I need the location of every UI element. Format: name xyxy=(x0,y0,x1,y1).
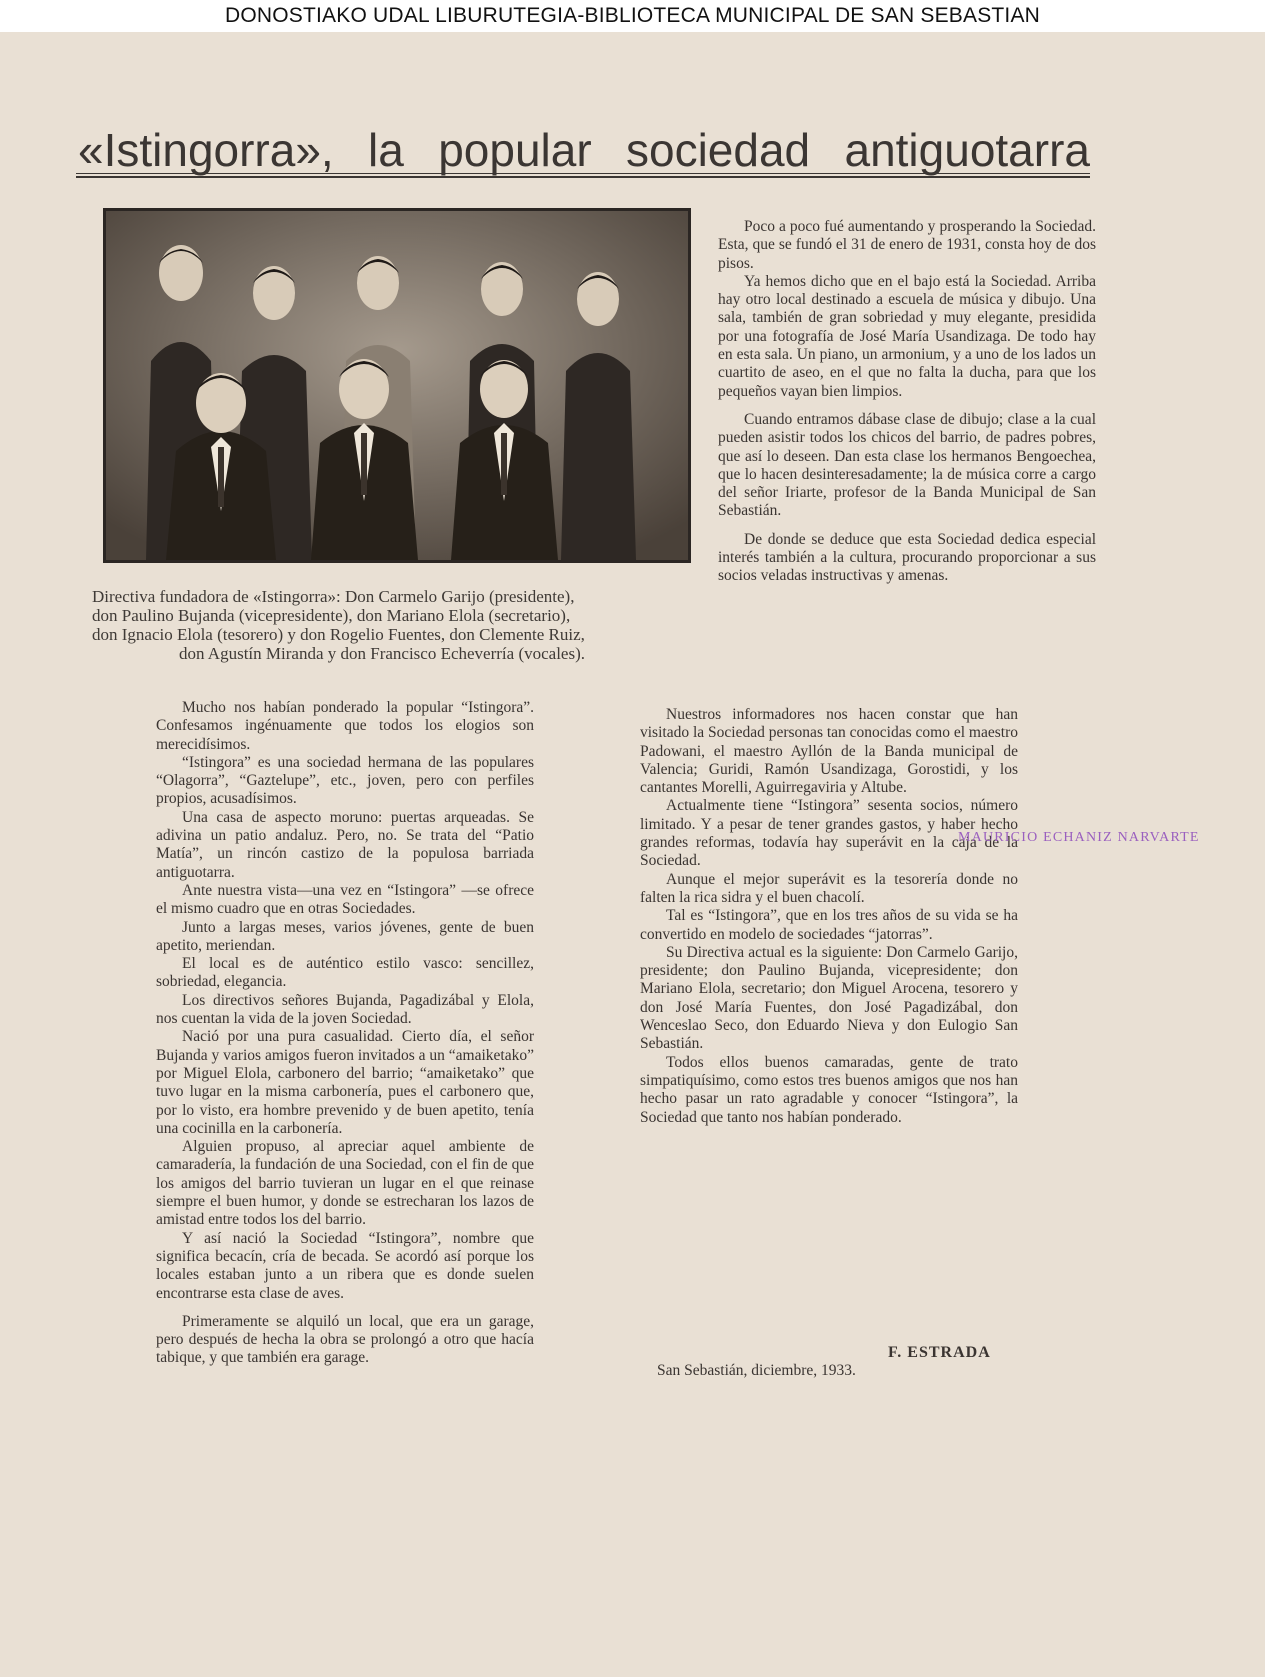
headline-word: antiguotarra xyxy=(844,124,1090,176)
paragraph: Nuestros informadores nos hacen constar que han visitado la Sociedad personas tan conocidas como el maestro Padowani, el maestro Ayllón de la Banda municipal de Valencia; Guridi, Ramón Usandizaga, Gorostidi, y los cantantes Morelli, Aguirregaviria y Altube. xyxy=(640,706,1018,797)
headline-word: popular xyxy=(438,124,592,176)
article-column-left xyxy=(156,699,534,1368)
headline xyxy=(78,120,1090,180)
paragraph: “Istingora” es una sociedad hermana de las populares “Olagorra”, “Gaztelupe”, etc., joven, pero con perfiles propios, acusadísimos. xyxy=(156,753,534,808)
magazine-page xyxy=(0,32,1265,1677)
headline-word: la xyxy=(368,124,404,176)
paragraph: Y así nació la Sociedad “Istingora”, nombre que significa becacín, cría de becada. Se acordó así porque los locales estaban junto a un ribera que es donde suelen encontrarse esta clase de aves. xyxy=(156,1229,534,1302)
headline-word: sociedad xyxy=(626,124,811,176)
paragraph: Ya hemos dicho que en el bajo está la Sociedad. Arriba hay otro local destinado a escuela de música y dibujo. Una sala, también de gran sobriedad y muy elegante, presidida por una fotografía de José María Usandizaga. De todo hay en esta sala. Un piano, un armonium, y a uno de los lados un cuartito de aseo, en el que no falta la ducha, para que los pequeños vayan bien limpios. xyxy=(718,272,1096,400)
caption-line: don Paulino Bujanda (vicepresidente), don Mariano Elola (secretario), xyxy=(92,606,571,625)
paragraph: Cuando entramos dábase clase de dibujo; clase a la cual pueden asistir todos los chicos del barrio, de padres pobres, que así lo deseen. Dan esta clase los hermanos Bengoechea, que lo hacen desinteresadamente; la de música corre a cargo del señor Iriarte, profesor de la Banda Municipal de San Sebastián. xyxy=(718,410,1096,520)
article-column-right-bottom xyxy=(640,706,1018,1127)
paragraph: Aunque el mejor superávit es la tesorería donde no falten la rica sidra y el buen chacolí. xyxy=(640,870,1018,906)
paragraph: Poco a poco fué aumentando y prosperando la Sociedad. Esta, que se fundó el 31 de enero de 1931, consta hoy de dos pisos. xyxy=(718,218,1096,272)
caption-line: don Agustín Miranda y don Francisco Echeverría (vocales). xyxy=(179,644,585,663)
caption-line: don Ignacio Elola (tesorero) y don Rogelio Fuentes, don Clemente Ruiz, xyxy=(92,625,585,644)
paragraph: Tal es “Istingora”, que en los tres años de su vida se ha convertido en modelo de sociedades “jatorras”. xyxy=(640,907,1018,943)
paragraph: Nació por una pura casualidad. Cierto día, el señor Bujanda y varios amigos fueron invitados a un “amaiketako” por Miguel Elola, carbonero del barrio; “amaiketako” que tuvo lugar en la misma carbonería, pues el carbonero que, por lo visto, era hombre prevenido y de buen apetito, tenía una cocinilla en la carbonería. xyxy=(156,1028,534,1137)
paragraph: Todos ellos buenos camaradas, gente de trato simpatiquísimo, como estos tres buenos amigos que nos han hecho pasar un rato agradable y conocer “Istingora”, la Sociedad que tanto nos habían ponderado. xyxy=(640,1053,1018,1126)
group-photo-illustration xyxy=(106,211,688,560)
headline-rule xyxy=(76,176,1090,178)
group-photo xyxy=(103,208,691,563)
paragraph: Alguien propuso, al apreciar aquel ambiente de camaradería, la fundación de una Sociedad, con el fin de que los amigos del barrio tuvieran un lugar en el que reinase siempre el buen humor, y donde se estrecharan los lazos de amistad entre todos los del barrio. xyxy=(156,1138,534,1229)
paragraph: De donde se deduce que esta Sociedad dedica especial interés también a la cultura, procurando proporcionar a sus socios veladas instructivas y amenas. xyxy=(718,530,1096,585)
ownership-stamp: MAURICIO ECHANIZ NARVARTE xyxy=(958,830,1200,845)
author-signature: F. ESTRADA xyxy=(888,1344,991,1361)
headline-rule xyxy=(76,173,1090,174)
caption-line: Directiva fundadora de «Istingorra»: Don Carmelo Garijo (presidente), xyxy=(92,587,575,606)
article-column-right-top xyxy=(718,218,1096,586)
paragraph: Los directivos señores Bujanda, Pagadizábal y Elola, nos cuentan la vida de la joven Sociedad. xyxy=(156,991,534,1028)
paragraph: Mucho nos habían ponderado la popular “Istingora”. Confesamos ingénuamente que todos los elogios son merecidísimos. xyxy=(156,699,534,753)
paragraph: Ante nuestra vista—una vez en “Istingora” —se ofrece el mismo cuadro que en otras Sociedades. xyxy=(156,881,534,918)
paragraph: Junto a largas meses, varios jóvenes, gente de buen apetito, meriendan. xyxy=(156,918,534,954)
archive-header: DONOSTIAKO UDAL LIBURUTEGIA-BIBLIOTECA MUNICIPAL DE SAN SEBASTIAN xyxy=(0,0,1265,32)
paragraph: Actualmente tiene “Istingora” sesenta socios, número limitado. Y a pesar de tener grandes gastos, y haber hecho grandes reformas, todavía hay superávit en la caja de la Sociedad. xyxy=(640,797,1018,870)
dateline: San Sebastián, diciembre, 1933. xyxy=(657,1362,856,1379)
paragraph: El local es de auténtico estilo vasco: sencillez, sobriedad, elegancia. xyxy=(156,955,534,991)
paragraph: Primeramente se alquiló un local, que era un garage, pero después de hecha la obra se prolongó a otro que hacía tabique, y que también era garage. xyxy=(156,1312,534,1367)
paragraph: Su Directiva actual es la siguiente: Don Carmelo Garijo, presidente; don Paulino Bujanda, vicepresidente; don Mariano Elola, secretario; don Miguel Arocena, tesorero y don José María Fuentes, don José Pagadizábal, don Wenceslao Seco, don Eduardo Nieva y don Eulogio San Sebastián. xyxy=(640,943,1018,1053)
headline-word: «Istingorra», xyxy=(78,124,334,176)
paragraph: Una casa de aspecto moruno: puertas arqueadas. Se adivina un patio andaluz. Pero, no. Se trata del “Patio Matía”, un rincón castizo de la populosa barriada antiguotarra. xyxy=(156,808,534,881)
photo-caption xyxy=(92,587,672,663)
